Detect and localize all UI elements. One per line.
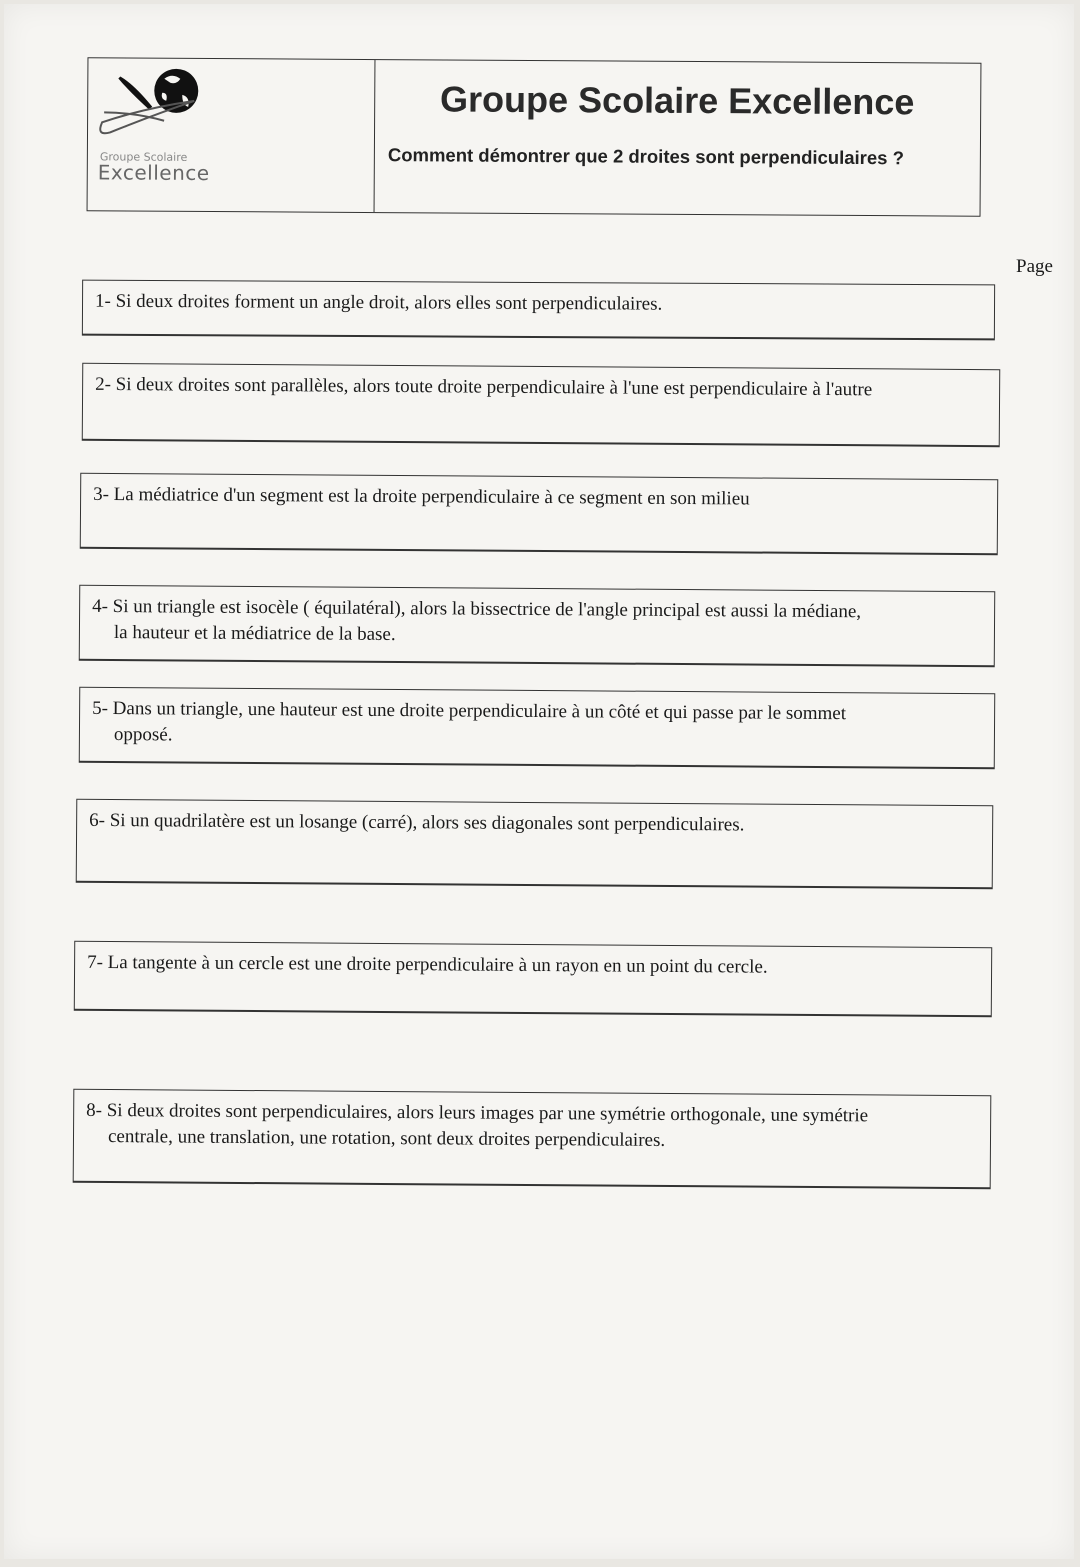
rule-text: 6- Si un quadrilatère est un losange (carré), alors ses diagonales sont perpendiculaires. <box>89 809 745 836</box>
rule-box-2 <box>82 363 1001 447</box>
rule-box-6 <box>76 799 994 889</box>
logo-text-small: Groupe Scolaire <box>99 150 188 164</box>
rule-box-8 <box>73 1089 992 1189</box>
rule-box-3 <box>80 473 999 555</box>
logo <box>88 58 376 212</box>
header-table <box>87 57 982 216</box>
rule-text: 2- Si deux droites sont parallèles, alors toute droite perpendiculaire à l'une est perpendiculaire à l'autre <box>95 373 873 401</box>
rule-text: 5- Dans un triangle, une hauteur est une droite perpendiculaire à un côté et qui passe par le sommet <box>92 697 847 725</box>
page-label: Page <box>1016 256 1053 277</box>
rule-text: 1- Si deux droites forment un angle droit, alors elles sont perpendiculaires. <box>94 290 663 315</box>
rule-text: 3- La médiatrice d'un segment est la droite perpendiculaire à ce segment en son milieu <box>93 483 750 510</box>
rule-text-continued: opposé. <box>113 724 173 746</box>
logo-text-big: Excellence <box>97 160 210 186</box>
rule-text: 7- La tangente à un cercle est une droite perpendiculaire à un rayon en un point du cercle. <box>87 951 768 978</box>
document-sheet <box>4 4 1074 1559</box>
rule-text: 4- Si un triangle est isocèle ( équilatéral), alors la bissectrice de l'angle principal est aussi la médiane, <box>92 595 862 623</box>
rule-text: 8- Si deux droites sont perpendiculaires, alors leurs images par une symétrie orthogonale, une symétrie <box>86 1099 869 1127</box>
globe-quill-logo-icon <box>98 64 208 145</box>
rule-text-continued: la hauteur et la médiatrice de la base. <box>113 622 396 646</box>
rule-box-5 <box>79 687 996 769</box>
page-subtitle: Comment démontrer que 2 droites sont perpendiculaires ? <box>387 144 904 169</box>
rule-box-7 <box>74 941 992 1017</box>
page-title: Groupe Scolaire Excellence <box>439 78 915 123</box>
rule-text-continued: centrale, une translation, une rotation, sont deux droites perpendiculaires. <box>107 1126 666 1151</box>
rule-box-1 <box>82 280 995 341</box>
rule-box-4 <box>79 585 996 667</box>
